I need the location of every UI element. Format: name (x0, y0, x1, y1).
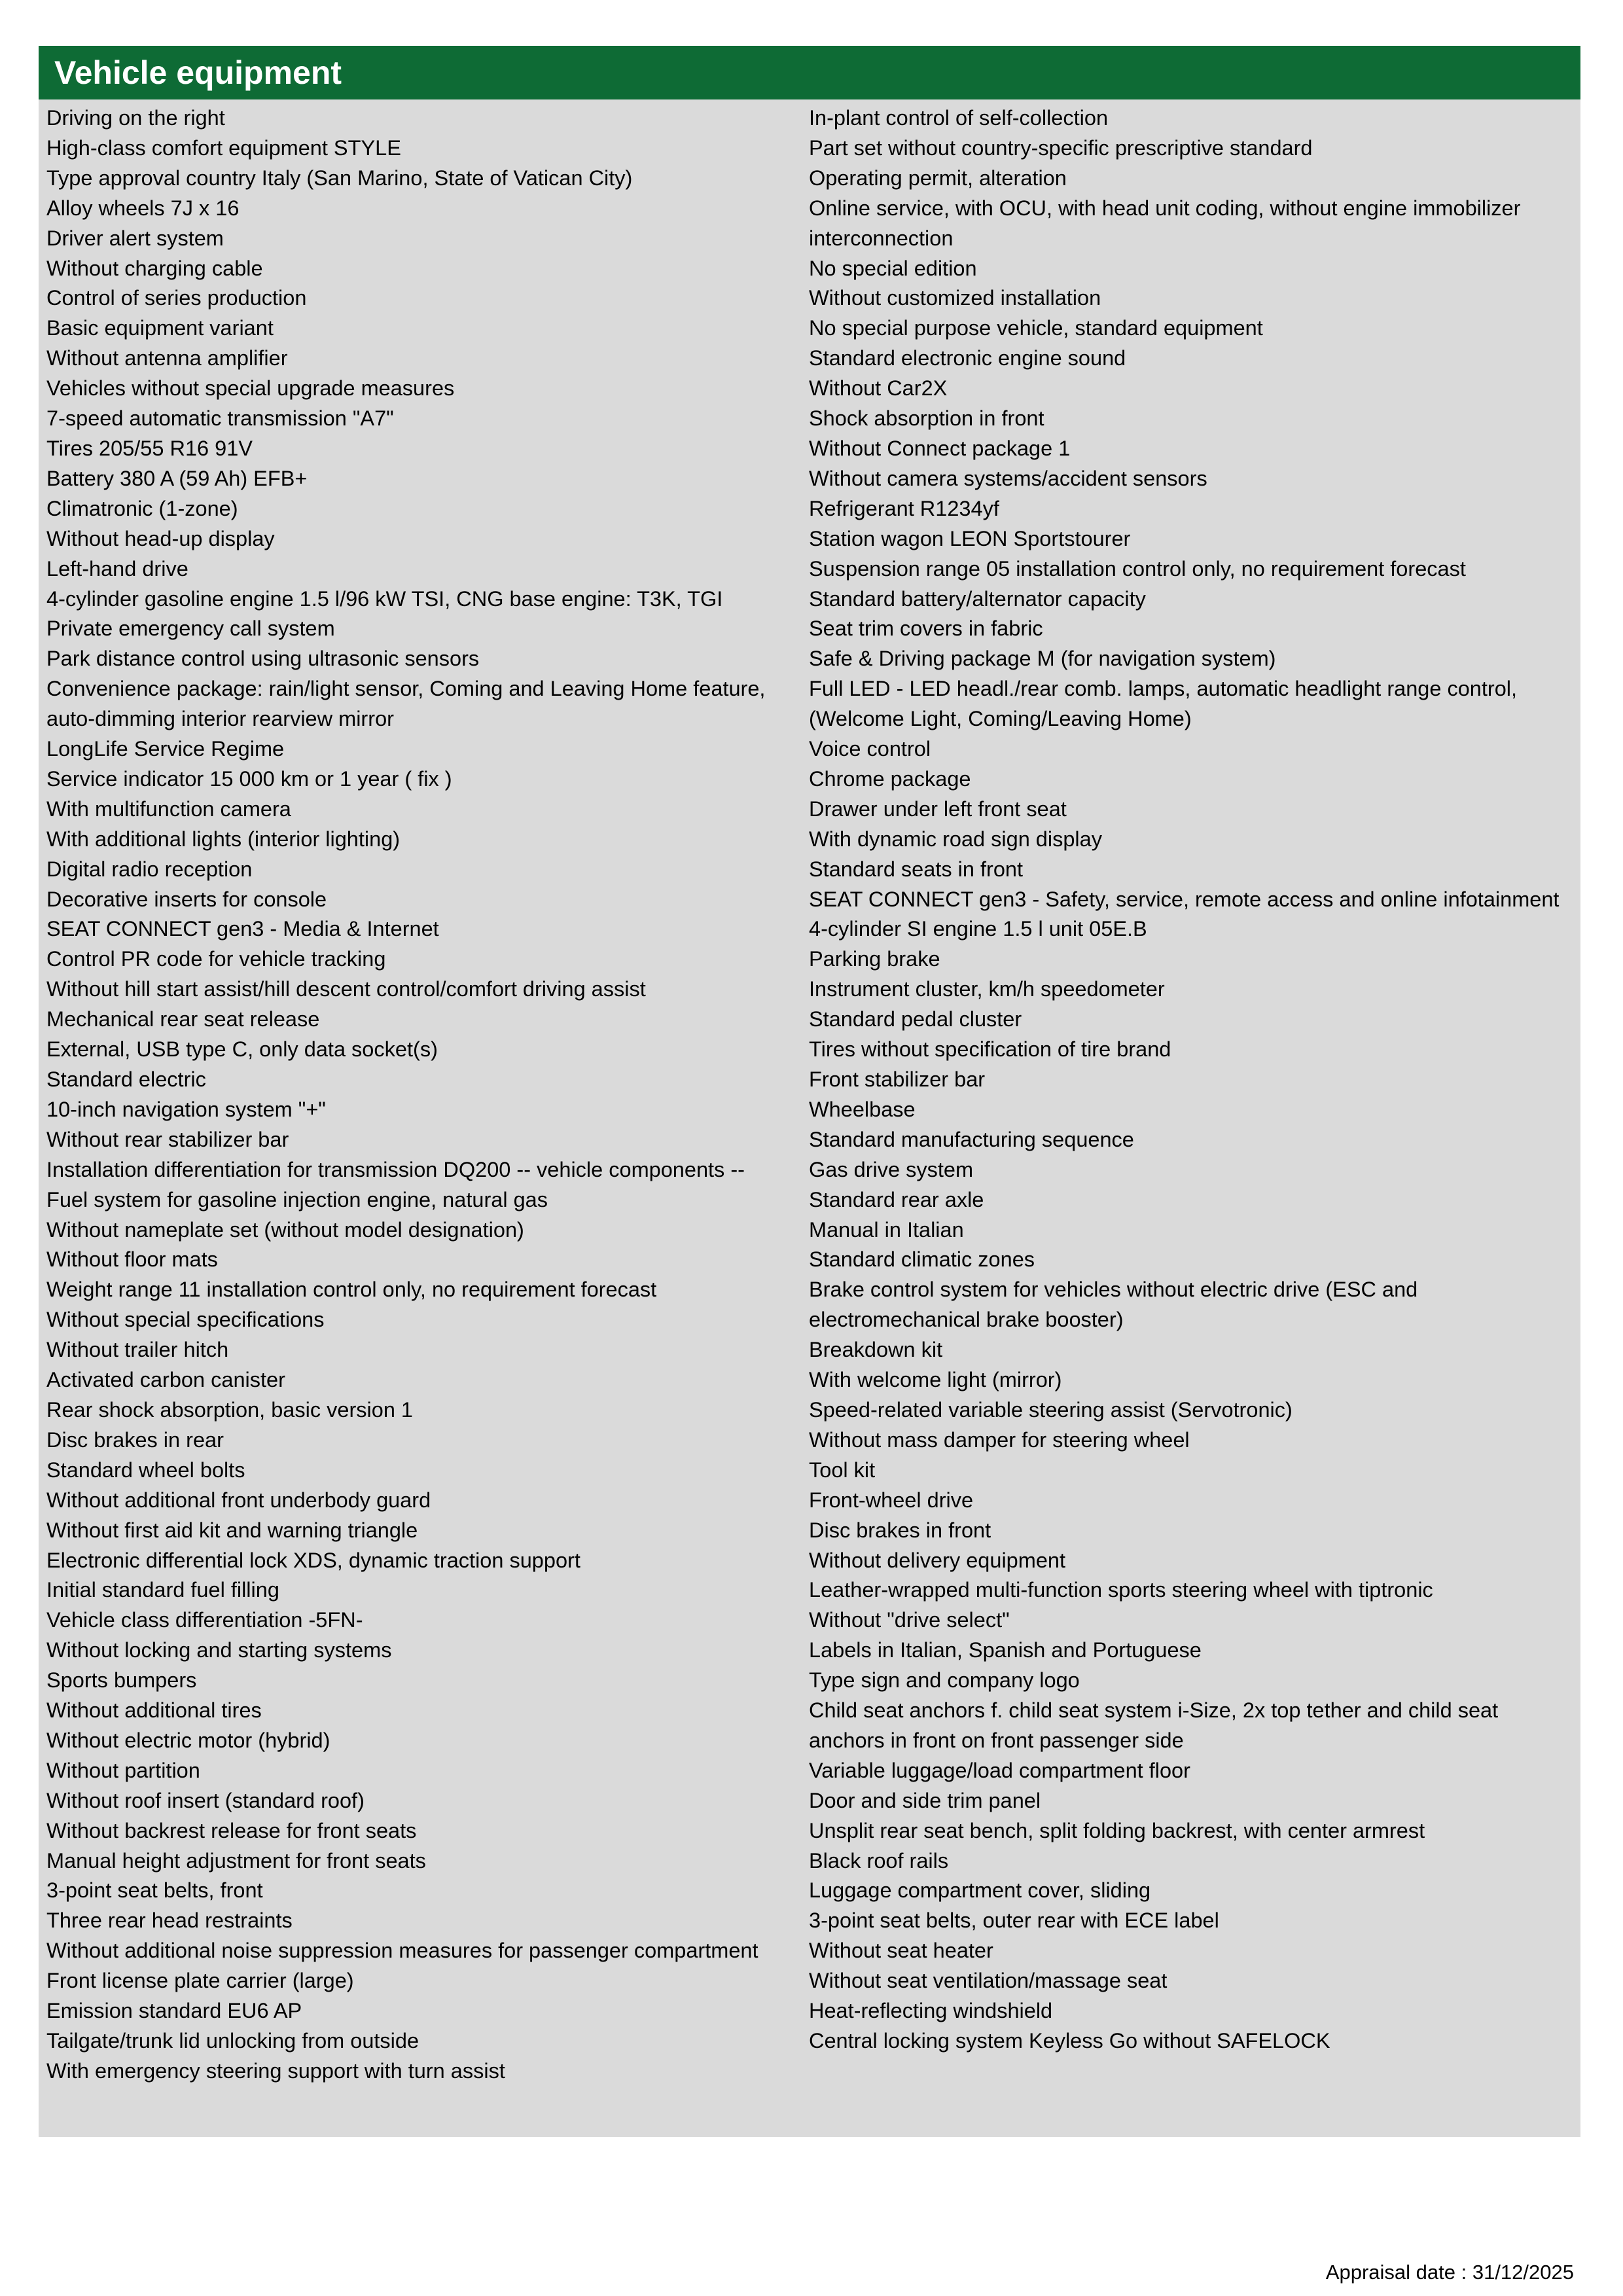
equipment-item: Without special specifications (46, 1308, 325, 1332)
equipment-item: Central locking system Keyless Go without SAFELOCK (809, 2029, 1330, 2053)
equipment-item: Standard electronic engine sound (809, 346, 1126, 370)
equipment-item: Station wagon LEON Sportstourer (809, 526, 1131, 550)
equipment-item: Without camera systems/accident sensors (809, 466, 1207, 490)
equipment-item: Manual in Italian (809, 1217, 964, 1242)
equipment-item: Without Connect package 1 (809, 436, 1071, 460)
equipment-item: Front stabilizer bar (809, 1067, 986, 1091)
equipment-item: Standard battery/alternator capacity (809, 586, 1146, 611)
equipment-item: Without backrest release for front seats (46, 1818, 417, 1842)
equipment-item: Black roof rails (809, 1848, 949, 1873)
equipment-item: Suspension range 05 installation control only, no requirement forecast (809, 556, 1466, 581)
equipment-item: Chrome package (809, 766, 971, 791)
equipment-item: Driver alert system (46, 226, 224, 250)
equipment-item: Rear shock absorption, basic version 1 (46, 1397, 414, 1422)
equipment-item: Type approval country Italy (San Marino, State of Vatican City) (46, 166, 633, 190)
equipment-item: Refrigerant R1234yf (809, 496, 999, 520)
equipment-item: Three rear head restraints (46, 1909, 293, 1933)
equipment-item: LongLife Service Regime (46, 737, 285, 761)
equipment-item: Breakdown kit (809, 1338, 943, 1362)
equipment-item: Brake control system for vehicles without electric drive (ESC and electromechanical brake booster) (809, 1278, 1418, 1332)
equipment-item: Without "drive select" (809, 1608, 1010, 1632)
equipment-item: Without locking and starting systems (46, 1638, 392, 1662)
equipment-list (39, 99, 1580, 2137)
equipment-item: Without first aid kit and warning triangle (46, 1518, 418, 1542)
equipment-item: Left-hand drive (46, 556, 188, 581)
equipment-item: Without roof insert (standard roof) (46, 1788, 365, 1812)
equipment-item: No special edition (809, 256, 977, 280)
equipment-item: Instrument cluster, km/h speedometer (809, 977, 1165, 1001)
equipment-item: Without mass damper for steering wheel (809, 1427, 1190, 1452)
equipment-item: With dynamic road sign display (809, 827, 1102, 851)
equipment-item: Without nameplate set (without model designation) (46, 1217, 524, 1242)
equipment-item: High-class comfort equipment STYLE (46, 135, 401, 160)
equipment-item: Installation differentiation for transmission DQ200 -- vehicle components -- (46, 1157, 745, 1181)
equipment-item: Without seat heater (809, 1939, 993, 1963)
equipment-item: Part set without country-specific prescriptive standard (809, 135, 1313, 160)
equipment-item: Fuel system for gasoline injection engine, natural gas (46, 1187, 548, 1211)
appraisal-date: Appraisal date : 31/12/2025 (1325, 2261, 1574, 2284)
equipment-item: Without additional tires (46, 1698, 262, 1723)
equipment-item: Alloy wheels 7J x 16 (46, 196, 240, 220)
equipment-item: Emission standard EU6 AP (46, 1999, 302, 2023)
equipment-item: 7-speed automatic transmission "A7" (46, 406, 394, 431)
equipment-item: Disc brakes in rear (46, 1427, 224, 1452)
equipment-item: Operating permit, alteration (809, 166, 1067, 190)
equipment-item: Park distance control using ultrasonic sensors (46, 647, 480, 671)
equipment-item: Without additional noise suppression measures for passenger compartment (46, 1939, 758, 1963)
equipment-item: Without seat ventilation/massage seat (809, 1969, 1168, 1993)
equipment-item: Tailgate/trunk lid unlocking from outside (46, 2029, 419, 2053)
equipment-item: Without antenna amplifier (46, 346, 288, 370)
equipment-item: Shock absorption in front (809, 406, 1044, 431)
equipment-item: Speed-related variable steering assist (Servotronic) (809, 1397, 1293, 1422)
equipment-item: Disc brakes in front (809, 1518, 991, 1542)
equipment-item: With welcome light (mirror) (809, 1368, 1062, 1392)
equipment-item: Without electric motor (hybrid) (46, 1728, 330, 1752)
equipment-item: Leather-wrapped multi-function sports steering wheel with tiptronic (809, 1578, 1433, 1602)
equipment-item: SEAT CONNECT gen3 - Safety, service, remote access and online infotainment (809, 887, 1560, 911)
equipment-item: Voice control (809, 737, 931, 761)
equipment-item: Electronic differential lock XDS, dynamic traction support (46, 1548, 580, 1572)
equipment-item: Initial standard fuel filling (46, 1578, 279, 1602)
equipment-item: Standard seats in front (809, 857, 1023, 881)
equipment-item: Without head-up display (46, 526, 275, 550)
equipment-item: Seat trim covers in fabric (809, 617, 1043, 641)
equipment-item: Without Car2X (809, 376, 948, 401)
equipment-item: Battery 380 A (59 Ah) EFB+ (46, 466, 308, 490)
equipment-item: Mechanical rear seat release (46, 1007, 320, 1031)
equipment-item: Drawer under left front seat (809, 797, 1067, 821)
vehicle-equipment-section (39, 46, 1580, 2137)
equipment-item: Parking brake (809, 947, 940, 971)
equipment-item: Front license plate carrier (large) (46, 1969, 354, 1993)
equipment-item: Without delivery equipment (809, 1548, 1065, 1572)
equipment-item: Variable luggage/load compartment floor (809, 1758, 1190, 1782)
equipment-item: Convenience package: rain/light sensor, Coming and Leaving Home feature, auto-dimming interior rearview mirror (46, 677, 766, 731)
equipment-item: 10-inch navigation system "+" (46, 1097, 326, 1121)
equipment-item: Without charging cable (46, 256, 263, 280)
equipment-item: Online service, with OCU, with head unit coding, without engine immobilizer interconnection (809, 196, 1521, 250)
equipment-item: Without floor mats (46, 1247, 218, 1272)
equipment-item: Vehicle class differentiation -5FN- (46, 1608, 363, 1632)
equipment-item: Door and side trim panel (809, 1788, 1041, 1812)
equipment-column-left (39, 103, 809, 2130)
equipment-item: With emergency steering support with turn assist (46, 2058, 505, 2083)
equipment-item: Without hill start assist/hill descent control/comfort driving assist (46, 977, 646, 1001)
equipment-item: Activated carbon canister (46, 1368, 285, 1392)
equipment-item: Standard manufacturing sequence (809, 1127, 1134, 1151)
equipment-item: External, USB type C, only data socket(s) (46, 1037, 438, 1062)
equipment-item: Heat-reflecting windshield (809, 1999, 1053, 2023)
equipment-item: Safe & Driving package M (for navigation system) (809, 647, 1276, 671)
equipment-item: Unsplit rear seat bench, split folding backrest, with center armrest (809, 1818, 1425, 1842)
equipment-item: No special purpose vehicle, standard equipment (809, 316, 1263, 340)
equipment-item: Front-wheel drive (809, 1488, 974, 1512)
equipment-item: Full LED - LED headl./rear comb. lamps, automatic headlight range control, (Welcome Light, Coming/Leaving Home) (809, 677, 1518, 731)
equipment-item: Without customized installation (809, 286, 1101, 310)
equipment-item: With multifunction camera (46, 797, 291, 821)
equipment-item: Wheelbase (809, 1097, 916, 1121)
equipment-item: 3-point seat belts, front (46, 1878, 263, 1903)
equipment-item: Type sign and company logo (809, 1668, 1080, 1693)
equipment-item: Standard climatic zones (809, 1247, 1035, 1272)
equipment-item: Manual height adjustment for front seats (46, 1848, 426, 1873)
equipment-item: Gas drive system (809, 1157, 974, 1181)
equipment-item: Without rear stabilizer bar (46, 1127, 289, 1151)
equipment-item: Luggage compartment cover, sliding (809, 1878, 1151, 1903)
equipment-item: In-plant control of self-collection (809, 106, 1109, 130)
equipment-item: Standard electric (46, 1067, 206, 1091)
equipment-item: Standard rear axle (809, 1187, 984, 1211)
equipment-item: Control of series production (46, 286, 307, 310)
equipment-item: Without additional front underbody guard (46, 1488, 431, 1512)
equipment-item: Standard wheel bolts (46, 1458, 245, 1482)
equipment-item: Standard pedal cluster (809, 1007, 1022, 1031)
equipment-item: 4-cylinder gasoline engine 1.5 l/96 kW TSI, CNG base engine: T3K, TGI (46, 586, 723, 611)
equipment-column-right (809, 103, 1580, 2130)
equipment-item: SEAT CONNECT gen3 - Media & Internet (46, 917, 439, 941)
equipment-item: 4-cylinder SI engine 1.5 l unit 05E.B (809, 917, 1147, 941)
equipment-item: Private emergency call system (46, 617, 335, 641)
equipment-item: Basic equipment variant (46, 316, 274, 340)
equipment-item: Child seat anchors f. child seat system i-Size, 2x top tether and child seat anchors in front on front passenger side (809, 1698, 1499, 1752)
equipment-item: Tires 205/55 R16 91V (46, 436, 253, 460)
equipment-item: Tires without specification of tire brand (809, 1037, 1171, 1062)
equipment-item: Sports bumpers (46, 1668, 197, 1693)
equipment-item: Tool kit (809, 1458, 876, 1482)
equipment-item: Weight range 11 installation control only, no requirement forecast (46, 1278, 657, 1302)
equipment-item: Decorative inserts for console (46, 887, 327, 911)
equipment-item: Vehicles without special upgrade measures (46, 376, 455, 401)
section-title: Vehicle equipment (39, 46, 1580, 99)
equipment-item: Driving on the right (46, 106, 225, 130)
equipment-item: 3-point seat belts, outer rear with ECE label (809, 1909, 1219, 1933)
equipment-item: Without partition (46, 1758, 200, 1782)
equipment-item: Digital radio reception (46, 857, 253, 881)
equipment-item: Labels in Italian, Spanish and Portuguese (809, 1638, 1202, 1662)
equipment-item: Without trailer hitch (46, 1338, 229, 1362)
equipment-item: With additional lights (interior lighting) (46, 827, 401, 851)
equipment-item: Service indicator 15 000 km or 1 year ( fix ) (46, 766, 452, 791)
equipment-item: Climatronic (1-zone) (46, 496, 238, 520)
equipment-item: Control PR code for vehicle tracking (46, 947, 386, 971)
